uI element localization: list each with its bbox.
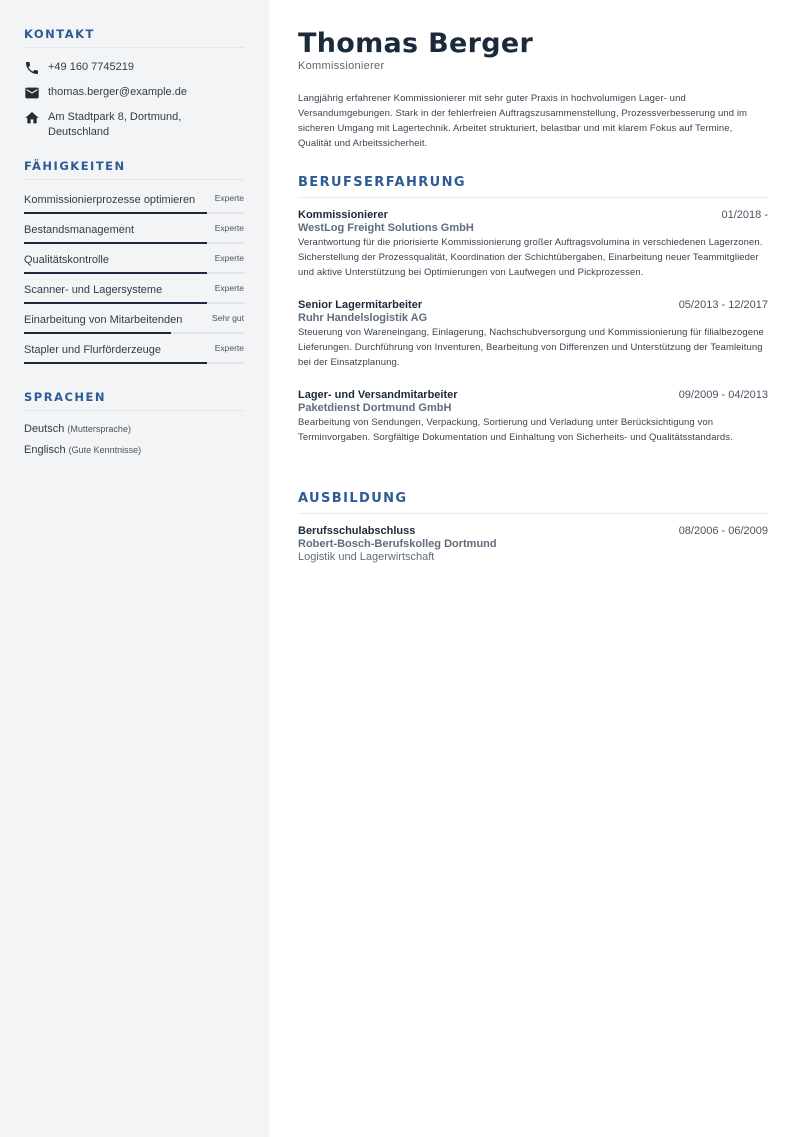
skill-bar-fill	[24, 332, 171, 334]
degree-title: Berufsschulabschluss	[298, 525, 416, 537]
skill-item	[24, 223, 244, 244]
skill-name: Bestandsmanagement	[24, 224, 135, 236]
resume-header	[298, 0, 768, 151]
main-content	[298, 0, 768, 563]
skill-row	[24, 343, 244, 358]
skill-level: Experte	[214, 193, 244, 203]
phone-icon	[24, 60, 40, 76]
skills-heading: FÄHIGKEITEN	[24, 159, 244, 180]
education-heading: AUSBILDUNG	[298, 491, 768, 514]
skill-item	[24, 283, 244, 304]
education-entry	[298, 525, 768, 563]
experience-entry	[298, 209, 768, 280]
skills-section	[24, 159, 244, 364]
job-description: Verantwortung für die priorisierte Kommissionierung großer Auftragsvolumina in verschiedenen Lagerzonen. Sicherstellung der Prozessqualität, Koordination der Schichtübergaben, Einarbeitung neuer Teammitglieder und aktive Unterstützung bei Optimierungen von Laufwegen und Pickprozessen.	[298, 237, 763, 278]
skill-row	[24, 253, 244, 268]
skill-item	[24, 313, 244, 334]
job-title: Kommissionierer	[298, 60, 385, 72]
mail-icon	[24, 85, 40, 101]
skill-bar-fill	[24, 362, 207, 364]
skill-bar-fill	[24, 242, 207, 244]
skill-bar-track	[24, 302, 244, 304]
skill-bar-track	[24, 362, 244, 364]
phone-text[interactable]: +49 160 7745219	[48, 61, 134, 73]
education-date: 08/2006 - 06/2009	[678, 525, 768, 537]
contact-list	[24, 60, 244, 140]
skill-bar-fill	[24, 302, 207, 304]
skill-level: Experte	[214, 223, 244, 233]
person-name: Thomas Berger	[298, 28, 534, 59]
skill-bar-fill	[24, 212, 207, 214]
experience-entry	[298, 389, 768, 445]
skill-level: Sehr gut	[211, 313, 244, 323]
home-icon	[24, 110, 40, 126]
language-item	[24, 443, 244, 458]
languages-list	[24, 422, 244, 458]
language-level: (Muttersprache)	[67, 424, 131, 434]
company-name: Ruhr Handelslogistik AG	[298, 312, 428, 324]
skill-name: Scanner- und Lagersysteme	[24, 284, 163, 296]
education-section	[298, 491, 768, 563]
contact-email	[24, 85, 244, 101]
skill-level: Experte	[214, 343, 244, 353]
languages-section	[24, 390, 244, 458]
job-description: Steuerung von Wareneingang, Einlagerung, Nachschubversorgung und Kommissionierung für filialbezogene Lieferungen. Durchführung von Inventuren, Bearbeitung von Differenzen und Unterstützung der Teamleitung bei der Einsatzplanung.	[298, 327, 764, 368]
experience-section	[298, 175, 768, 445]
skill-level: Experte	[214, 283, 244, 293]
job-description: Bearbeitung von Sendungen, Verpackung, Sortierung und Verladung unter Berücksichtigung von Terminvorgaben. Sorgfältige Dokumentation und Einhaltung von Sicherheits- und Qualitätsstandards.	[298, 417, 733, 443]
field-of-study: Logistik und Lagerwirtschaft	[298, 551, 435, 563]
skill-name: Einarbeitung von Mitarbeitenden	[24, 314, 183, 326]
entry-header	[298, 299, 768, 311]
sidebar	[0, 0, 269, 1137]
skill-bar-track	[24, 242, 244, 244]
email-text[interactable]: thomas.berger@example.de	[48, 86, 187, 98]
contact-section	[24, 0, 244, 140]
experience-entry	[298, 299, 768, 370]
language-name: Englisch	[24, 444, 66, 456]
skill-bar-track	[24, 272, 244, 274]
skill-bar-track	[24, 332, 244, 334]
skill-bar-track	[24, 212, 244, 214]
job-date: 09/2009 - 04/2013	[678, 389, 768, 401]
language-level: (Gute Kenntnisse)	[68, 445, 142, 455]
language-name: Deutsch	[24, 423, 65, 435]
contact-address	[24, 110, 244, 140]
skill-row	[24, 193, 244, 208]
languages-heading: SPRACHEN	[24, 390, 244, 411]
job-position: Lager- und Versandmitarbeiter	[298, 389, 458, 401]
experience-list	[298, 209, 768, 445]
company-name: WestLog Freight Solutions GmbH	[298, 222, 474, 234]
job-position: Kommissionierer	[298, 209, 388, 221]
contact-phone	[24, 60, 244, 76]
contact-heading: KONTAKT	[24, 27, 244, 48]
skill-item	[24, 193, 244, 214]
company-name: Paketdienst Dortmund GmbH	[298, 402, 452, 414]
skill-item	[24, 253, 244, 274]
skill-level: Experte	[214, 253, 244, 263]
school-name: Robert-Bosch-Berufskolleg Dortmund	[298, 538, 497, 550]
entry-header	[298, 209, 768, 221]
skill-name: Kommissionierprozesse optimieren	[24, 194, 196, 206]
entry-header	[298, 389, 768, 401]
skill-row	[24, 313, 244, 328]
job-date: 01/2018 -	[721, 209, 768, 221]
experience-heading: BERUFSERFAHRUNG	[298, 175, 768, 198]
address-text: Am Stadtpark 8, Dortmund, Deutschland	[48, 111, 182, 138]
skill-name: Stapler und Flurförderzeuge	[24, 344, 161, 356]
skill-item	[24, 343, 244, 364]
language-item	[24, 422, 244, 437]
skills-list	[24, 193, 244, 364]
skill-name: Qualitätskontrolle	[24, 254, 109, 266]
entry-header	[298, 525, 768, 537]
education-list	[298, 525, 768, 563]
job-position: Senior Lagermitarbeiter	[298, 299, 423, 311]
job-date: 05/2013 - 12/2017	[678, 299, 768, 311]
profile-summary: Langjährig erfahrener Kommissionierer mit sehr guter Praxis in hochvolumigen Lager- und Versandumgebungen. Stark in der fehlerfreien Auftragszusammenstellung, Prozessverbesserung und im sicheren Umgang mit Lagertechnik. Arbeitet strukturiert, belastbar und mit klarem Fokus auf Termine, Qualität und Arbeitssicherheit.	[298, 93, 748, 149]
skill-bar-fill	[24, 272, 207, 274]
skill-row	[24, 283, 244, 298]
skill-row	[24, 223, 244, 238]
